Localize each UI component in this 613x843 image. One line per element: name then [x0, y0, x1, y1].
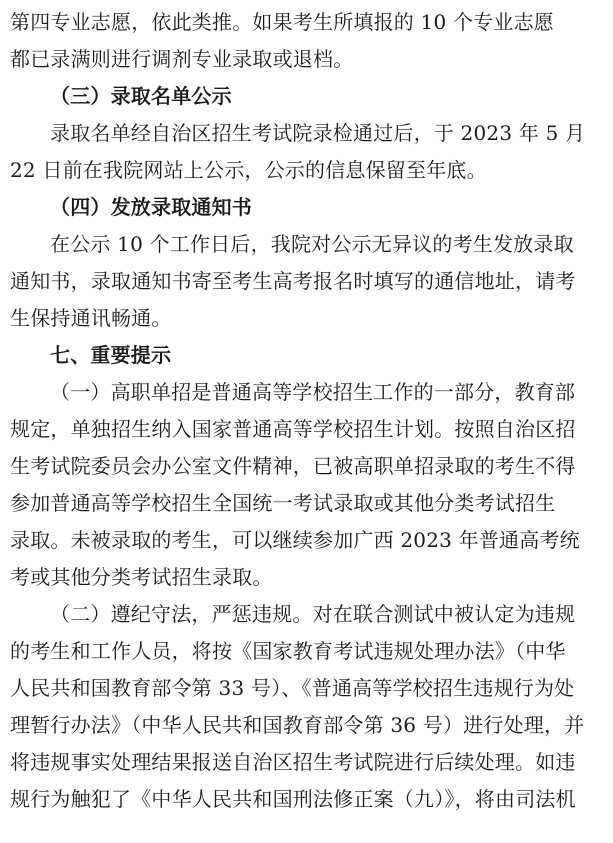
- paragraph-line: 第四专业志愿，依此类推。如果考生所填报的 10 个专业志愿: [10, 10, 554, 34]
- section-heading-notice: （四）发放录取通知书: [50, 195, 252, 219]
- paragraph-line: 录取名单经自治区招生考试院录检通过后，于 2023 年 5 月: [50, 121, 586, 145]
- paragraph-line: 考或其他分类考试招生录取。: [10, 565, 273, 589]
- paragraph-line: （一）高职单招是普通高等学校招生工作的一部分，教育部: [50, 380, 576, 404]
- paragraph-line: 人民共和国教育部令第 33 号）、《普通高等学校招生违规行为处: [10, 676, 575, 700]
- paragraph-line: （二）遵纪守法，严惩违规。对在联合测试中被认定为违规: [50, 602, 576, 626]
- paragraph-line: 都已录满则进行调剂专业录取或退档。: [10, 47, 354, 71]
- paragraph-line: 生考试院委员会办公室文件精神，已被高职单招录取的考生不得: [10, 454, 576, 478]
- paragraph-line: 规定，单独招生纳入国家普通高等学校招生计划。按照自治区招: [10, 417, 576, 441]
- paragraph-line: 通知书，录取通知书寄至考生高考报名时填写的通信地址，请考: [10, 269, 576, 293]
- paragraph-line: 参加普通高等学校招生全国统一考试录取或其他分类考试招生: [10, 491, 556, 515]
- paragraph-line: 录取。未被录取的考生，可以继续参加广西 2023 年普通高考统: [10, 528, 580, 552]
- paragraph-line: 将违规事实处理结果报送自治区招生考试院进行后续处理。如违: [10, 750, 576, 774]
- paragraph-line: 的考生和工作人员，将按《国家教育考试违规处理办法》（中华: [10, 639, 566, 663]
- paragraph-line: 规行为触犯了《中华人民共和国刑法修正案（九）》，将由司法机: [10, 787, 576, 811]
- paragraph-line: 22 日前在我院网站上公示，公示的信息保留至年底。: [10, 158, 487, 182]
- paragraph-line: 生保持通讯畅通。: [10, 306, 172, 330]
- section-heading-publicity: （三）录取名单公示: [50, 84, 232, 108]
- paragraph-line: 在公示 10 个工作日后，我院对公示无异议的考生发放录取: [50, 232, 574, 256]
- paragraph-line: 理暂行办法》（中华人民共和国教育部令第 36 号）进行处理，并: [10, 713, 585, 737]
- section-heading-important: 七、重要提示: [50, 343, 172, 367]
